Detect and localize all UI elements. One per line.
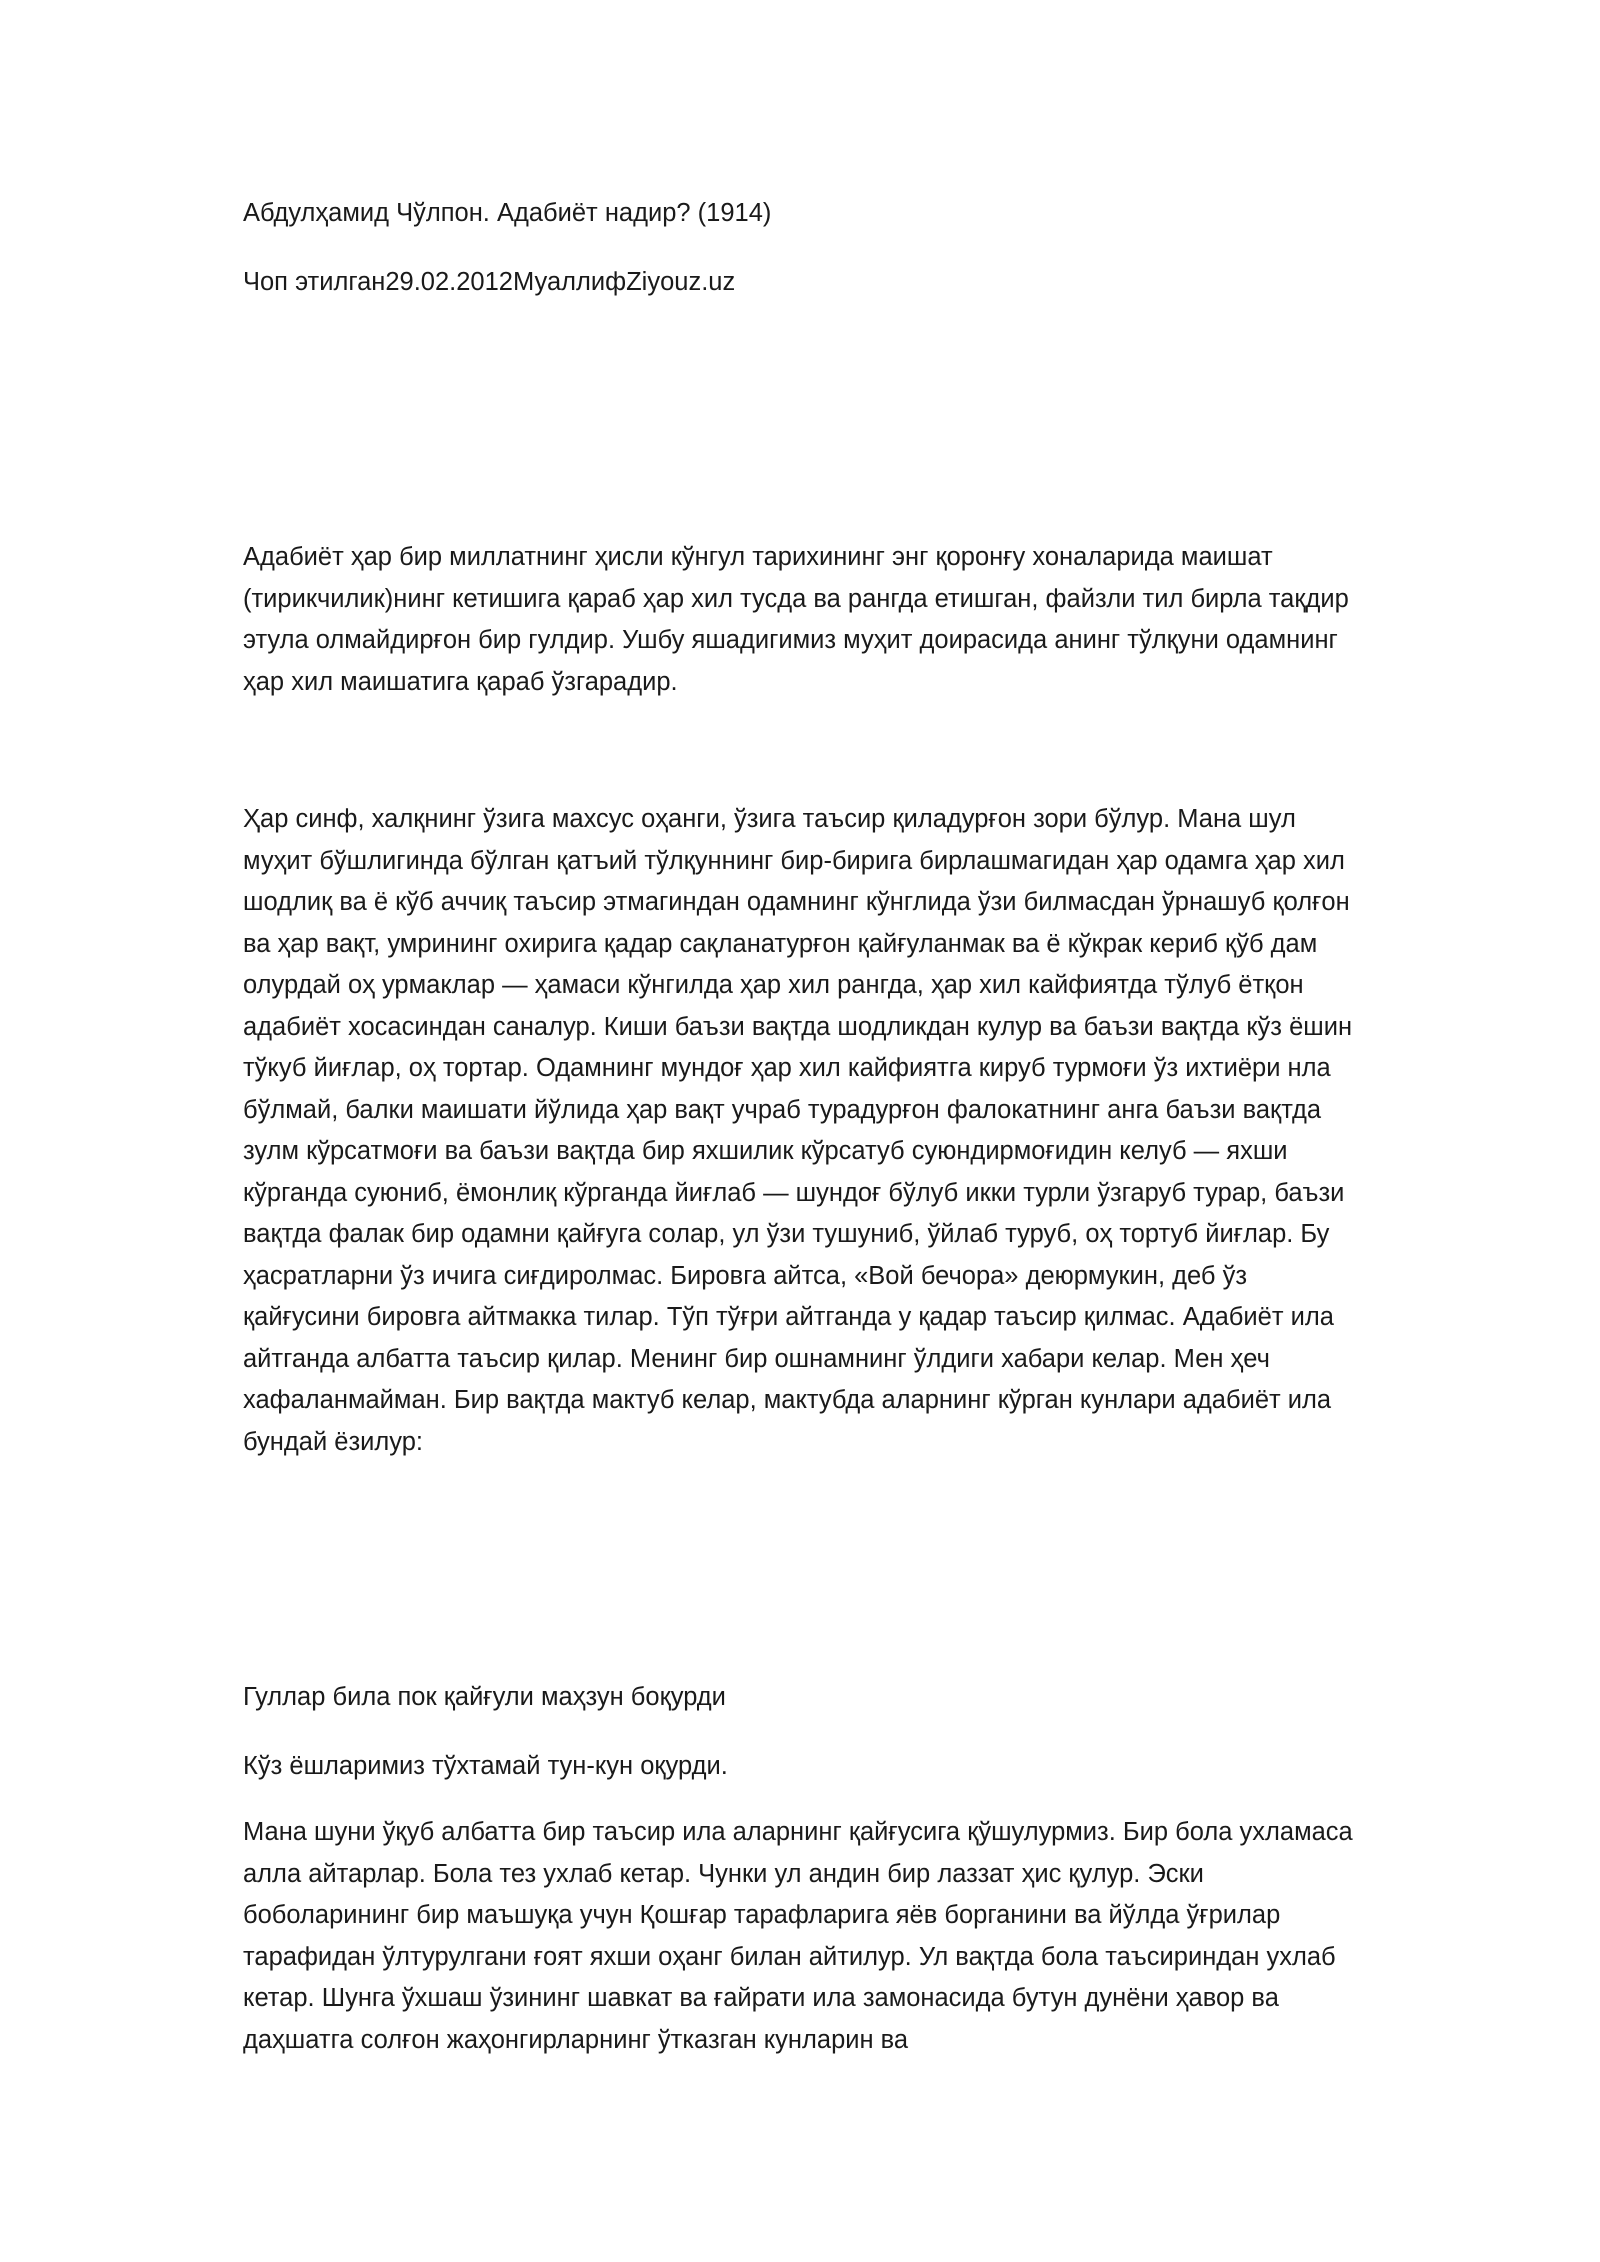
document-page: [243, 0, 1373, 2262]
paragraph-2: Ҳар синф, халқнинг ўзига махсус оҳанги, ўзига таъсир қиладурғон зори бўлур. Мана шул муҳит бўшлигинда бўлган қатъий тўлқуннинг бир-бирига бирлашмагидан ҳар одамга ҳар хил шодлиқ ва ё кўб аччиқ таъсир этмагиндан одамнинг кўнглида ўзи билмасдан ўрнашуб қолғон ва ҳар вақт, умрининг охирига қадар сақланатурғон қайғуланмак ва ё кўкрак кериб қўб дам олурдай оҳ урмаклар — ҳамаси кўнгилда ҳар хил рангда, ҳар хил кайфиятда тўлуб ётқон адабиёт хосасиндан саналур. Киши баъзи вақтда шодликдан кулур ва баъзи вақтда кўз ёшин тўкуб йиғлар, оҳ тортар. Одамнинг мундоғ ҳар хил кайфиятга кируб турмоғи ўз ихтиёри нла бўлмай, балки маишати йўлида ҳар вақт учраб турадурғон фалокатнинг анга баъзи вақтда зулм кўрсатмоғи ва баъзи вақтда бир яхшилик кўрсатуб суюндирмоғидин келуб — яхши кўрганда суюниб, ёмонлиқ кўрганда йиғлаб — шундоғ бўлуб икки турли ўзгаруб турар, баъзи вақтда фалак бир одамни қайғуга солар, ул ўзи тушуниб, ўйлаб туруб, оҳ тортуб йиғлар. Бу ҳасратларни ўз ичига сиғдиролмас. Бировга айтса, «Вой бечора» деюрмукин, деб ўз қайғусини бировга айтмакка тилар. Тўп тўғри айтганда у қадар таъсир қилмас. Адабиёт ила айтганда албатта таъсир қилар. Менинг бир ошнамнинг ўлдиги хабари келар. Мен ҳеч хафаланмайман. Бир вақтда мактуб келар, мактубда аларнинг кўрган кунлари адабиёт ила бундай ёзилур:: [243, 805, 1353, 1456]
verse-line-2: Кўз ёшларимиз тўхтамай тун-кун оқурди.: [243, 1752, 728, 1780]
paragraph-3: Мана шуни ўқуб албатта бир таъсир ила аларнинг қайғусига қўшулурмиз. Бир бола ухламаса алла айтарлар. Бола тез ухлаб кетар. Чунки ул андин бир лаззат ҳис қулур. Эски боболарининг бир маъшуқа учун Қошғар тарафларига яёв борганини ва йўлда ўғрилар тарафидан ўлтурулгани ғоят яхши оҳанг билан айтилур. Ул вақтда бола таъсириндан ухлаб кетар. Шунга ўхшаш ўзининг шавкат ва ғайрати ила замонасида бутун дунёни ҳавор ва даҳшатга солғон жаҳонгирларнинг ўтказган кунларин ва: [243, 1818, 1353, 2054]
paragraph-1: Адабиёт ҳар бир миллатнинг ҳисли кўнгул тарихининг энг қоронғу хоналарида маишат (тирикчилик)нинг кетишига қараб ҳар хил тусда ва рангда етишган, файзли тил бирла тақдир этула олмайдирғон бир гулдир. Ушбу яшадигимиз муҳит доирасида анинг тўлқуни одамнинг ҳар хил маишатига қараб ўзгарадир.: [243, 543, 1349, 696]
document-title: Абдулҳамид Чўлпон. Адабиёт надир? (1914): [243, 199, 772, 227]
verse-line-1: Гуллар била пок қайғули маҳзун боқурди: [243, 1683, 726, 1711]
publication-meta: Чоп этилган29.02.2012МуаллифZiyouz.uz: [243, 268, 736, 296]
